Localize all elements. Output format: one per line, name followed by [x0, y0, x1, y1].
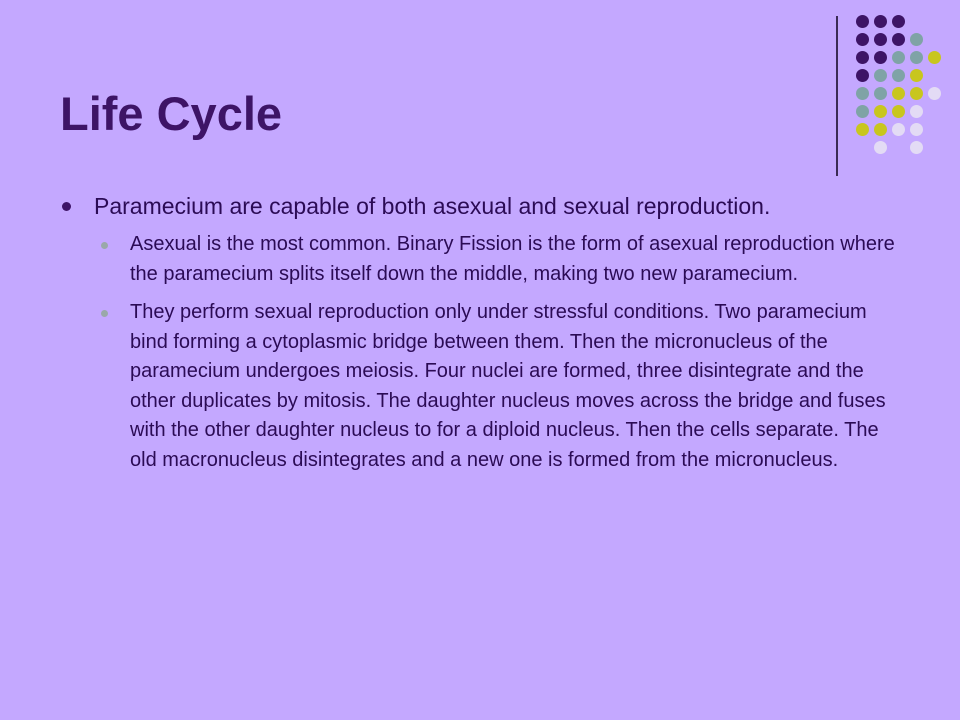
decorative-dot-grid [0, 0, 960, 170]
decorative-dot [856, 69, 869, 82]
bullet-item [60, 188, 910, 475]
sub-bullet-item [94, 230, 910, 289]
sub-bullet-item [94, 298, 910, 475]
decorative-dot [874, 69, 887, 82]
decorative-dot [874, 15, 887, 28]
bullet-icon [62, 202, 71, 211]
decorative-dot [910, 33, 923, 46]
decorative-dot [856, 87, 869, 100]
bullet-text: Paramecium are capable of both asexual and sexual reproduction. [94, 193, 771, 219]
decorative-dot [874, 33, 887, 46]
decorative-dot [874, 51, 887, 64]
bullet-list [60, 188, 910, 484]
decorative-dot [928, 87, 941, 100]
decorative-dot [874, 105, 887, 118]
decorative-dot [892, 33, 905, 46]
decorative-dot [874, 87, 887, 100]
sub-bullet-text: They perform sexual reproduction only under stressful conditions. Two paramecium bind forming a cytoplasmic bridge between them. Then the micronucleus of the paramecium undergoes meiosis. Four nuclei are formed, three disintegrate and the other duplicates by mitosis. The daughter nucleus moves across the bridge and fuses with the other daughter nucleus to for a diploid nucleus. Then the cells separate. The old macronucleus disintegrates and a new one is formed from the micronucleus. [130, 301, 886, 471]
sub-bullet-icon [101, 310, 108, 317]
decorative-dot [892, 105, 905, 118]
decorative-dot [910, 123, 923, 136]
decorative-dot [856, 15, 869, 28]
decorative-dot [892, 69, 905, 82]
decorative-dot [874, 123, 887, 136]
decorative-dot [910, 105, 923, 118]
sub-bullet-list [94, 230, 910, 475]
decorative-dot [910, 141, 923, 154]
decorative-dot [910, 51, 923, 64]
decorative-dot [856, 105, 869, 118]
decorative-dot [892, 123, 905, 136]
decorative-dot [892, 87, 905, 100]
decorative-dot [856, 33, 869, 46]
decorative-dot [874, 141, 887, 154]
decorative-dot [892, 51, 905, 64]
sub-bullet-text: Asexual is the most common. Binary Fission is the form of asexual reproduction where the paramecium splits itself down the middle, making two new paramecium. [130, 233, 895, 285]
decorative-dot [910, 87, 923, 100]
decorative-dot [856, 51, 869, 64]
decorative-dot [928, 51, 941, 64]
slide-title: Life Cycle [60, 87, 283, 140]
decorative-dot [856, 123, 869, 136]
decorative-dot [910, 69, 923, 82]
sub-bullet-icon [101, 242, 108, 249]
decorative-dot [892, 15, 905, 28]
